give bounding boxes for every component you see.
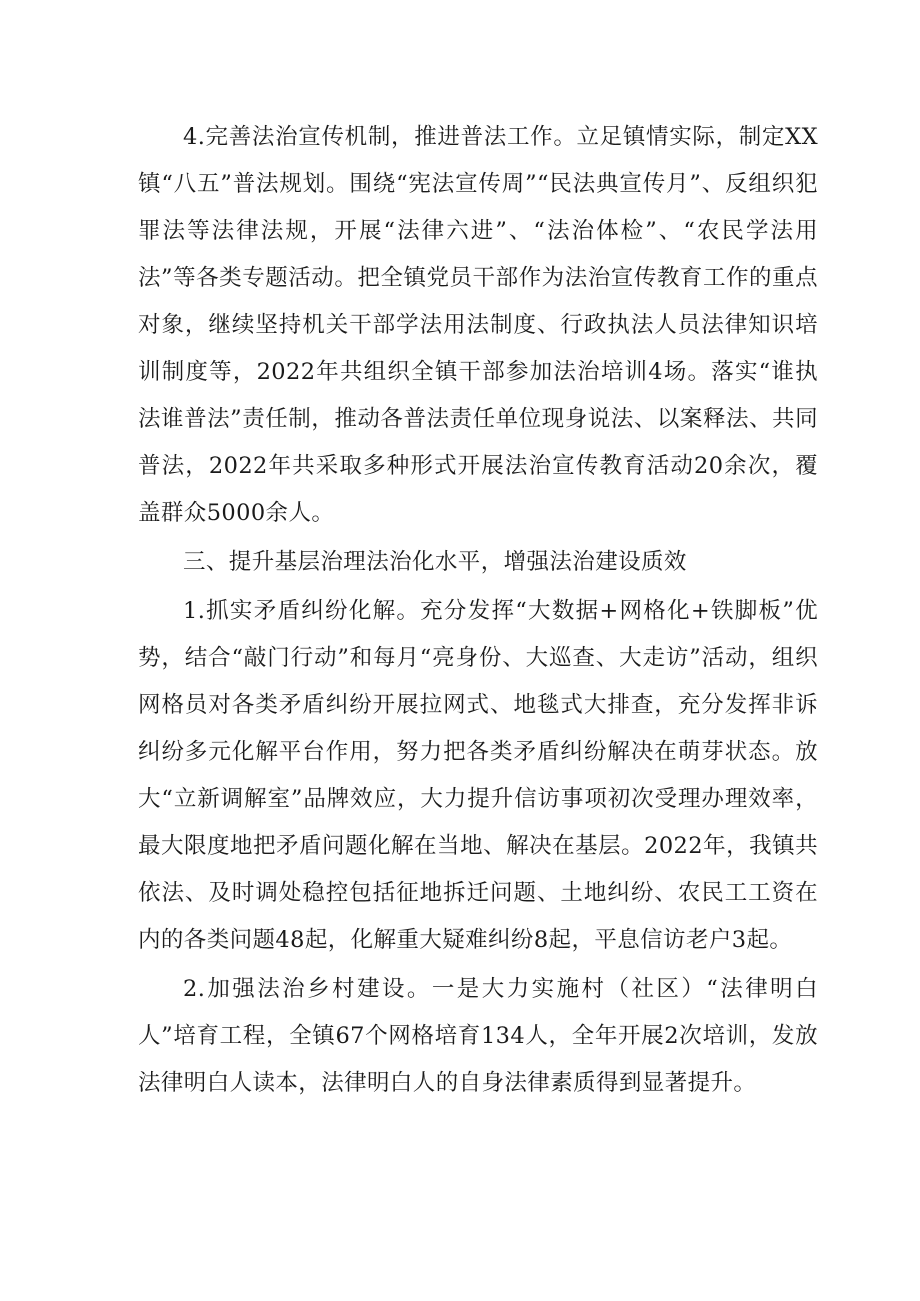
paragraph-dispute-resolution: 1.抓实矛盾纠纷化解。充分发挥“大数据+网格化+铁脚板”优势，结合“敲门行动”和每月“亮身份、大巡查、大走访”活动，组织网格员对各类矛盾纠纷开展拉网式、地毯式大排查，充分发挥非诉纠纷多元化解平台作用，努力把各类矛盾纠纷解决在萌芽状态。放大“立新调解室”品牌效应，大力提升信访事项初次受理办理效率，最大限度地把矛盾问题化解在当地、解决在基层。2022年，我镇共依法、及时调处稳控包括征地拆迁问题、土地纠纷、农民工工资在内的各类问题48起，化解重大疑难纠纷8起，平息信访老户3起。 [138, 598, 818, 953]
paragraph-legal-publicity: 4.完善法治宣传机制，推进普法工作。立足镇情实际，制定XX镇“八五”普法规划。围绕“宪法宣传周”“民法典宣传月”、反组织犯罪法等法律法规，开展“法律六进”、“法治体检”、“农民学法用法”等各类专题活动。把全镇党员干部作为法治宣传教育工作的重点对象，继续坚持机关干部学法用法制度、行政执法人员法律知识培训制度等，2022年共组织全镇干部参加法治培训4场。落实“谁执法谁普法”责任制，推动各普法责任单位现身说法、以案释法、共同普法，2022年共采取多种形式开展法治宣传教育活动20余次，覆盖群众5000余人。 [138, 124, 818, 526]
paragraph-rule-of-law-village: 2.加强法治乡村建设。一是大力实施村（社区）“法律明白人”培育工程，全镇67个网格培育134人，全年开展2次培训，发放法律明白人读本，法律明白人的自身法律素质得到显著提升。 [138, 976, 818, 1096]
section-heading-grassroots-governance: 三、提升基层治理法治化水平，增强法治建设质效 [183, 549, 687, 575]
document-body [138, 114, 818, 1107]
